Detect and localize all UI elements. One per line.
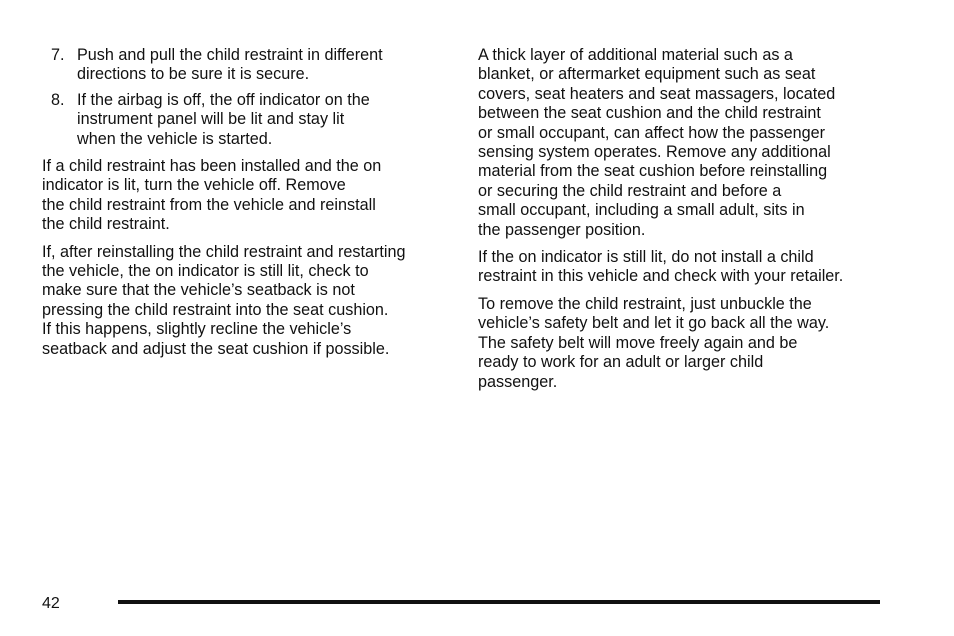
text-line: The safety belt will move freely again and be <box>478 333 798 352</box>
text-line: If, after reinstalling the child restraint and restarting <box>42 242 406 261</box>
paragraph-still-lit <box>478 248 888 287</box>
text-line: Push and pull the child restraint in different <box>77 46 383 64</box>
text-line: instrument panel will be lit and stay lit <box>77 110 345 129</box>
paragraph-reinstall <box>42 157 452 235</box>
text-line: indicator is lit, turn the vehicle off. Remove <box>42 176 346 195</box>
page-number: 42 <box>42 595 60 612</box>
text-line: ready to work for an adult or larger child <box>478 353 764 372</box>
list-item-text <box>77 91 452 149</box>
text-line: or securing the child restraint and before a <box>478 181 782 200</box>
list-item-text <box>77 46 452 85</box>
text-line: To remove the child restraint, just unbuckle the <box>478 294 812 313</box>
text-line: directions to be sure it is secure. <box>77 65 310 84</box>
text-line: the child restraint. <box>42 215 170 234</box>
text-line: vehicle’s safety belt and let it go back all the way. <box>478 314 830 333</box>
text-line: If this happens, slightly recline the vehicle’s <box>42 320 352 339</box>
text-line: If a child restraint has been installed and the on <box>42 157 382 176</box>
list-number: 8. <box>51 90 65 109</box>
text-line: seatback and adjust the seat cushion if possible. <box>42 339 390 358</box>
text-line: make sure that the vehicle’s seatback is not <box>42 281 355 300</box>
text-line: or small occupant, can affect how the passenger <box>478 123 826 142</box>
text-line: sensing system operates. Remove any additional <box>478 143 831 162</box>
list-item-8 <box>42 91 452 149</box>
paragraph-remove-restraint <box>478 295 888 392</box>
text-line: restraint in this vehicle and check with your retailer. <box>478 267 844 286</box>
text-line: If the on indicator is still lit, do not install a child <box>478 248 814 267</box>
text-line: If the airbag is off, the off indicator on the <box>77 90 370 109</box>
text-line: material from the seat cushion before reinstalling <box>478 162 828 181</box>
paragraph-seatback <box>42 243 452 359</box>
footer-rule <box>118 600 880 604</box>
text-line: when the vehicle is started. <box>77 129 273 148</box>
list-number: 7. <box>51 46 65 64</box>
paragraph-additional-material <box>478 46 888 240</box>
text-line: between the seat cushion and the child restraint <box>478 104 821 123</box>
text-line: the passenger position. <box>478 220 646 239</box>
text-line: pressing the child restraint into the seat cushion. <box>42 300 389 319</box>
right-column <box>478 46 888 399</box>
left-column <box>42 46 452 366</box>
text-line: small occupant, including a small adult, sits in <box>478 201 805 220</box>
text-line: blanket, or aftermarket equipment such as seat <box>478 65 816 84</box>
text-line: the vehicle, the on indicator is still lit, check to <box>42 262 369 281</box>
text-line: covers, seat heaters and seat massagers, located <box>478 84 836 103</box>
text-line: passenger. <box>478 372 558 391</box>
text-line: A thick layer of additional material such as a <box>478 46 793 64</box>
list-item-7 <box>42 46 452 85</box>
text-line: the child restraint from the vehicle and reinstall <box>42 195 376 214</box>
